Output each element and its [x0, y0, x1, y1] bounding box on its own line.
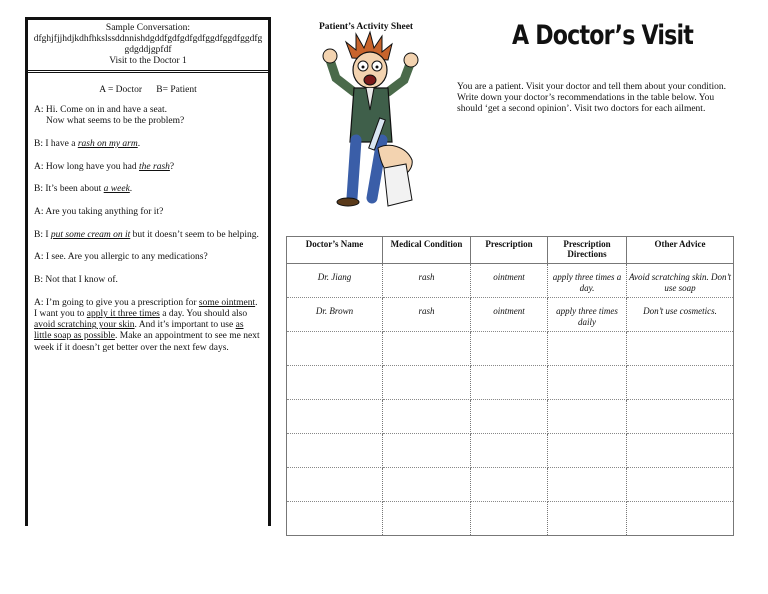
- speaker-tag: A: [34, 161, 41, 172]
- table-cell: [383, 502, 471, 536]
- dialogue-text: the rash: [139, 161, 170, 172]
- dialogue-text: rash on my arm: [77, 138, 138, 149]
- dialogue-line: A: Hi. Come on in and have a seat. Now what seems to be the problem?: [34, 105, 262, 127]
- table-cell: [627, 400, 734, 434]
- speaker-tag: A: [34, 252, 41, 263]
- table-header-row: [287, 237, 734, 264]
- table-cell: [627, 332, 734, 366]
- dialogue-text: . And it’s important to use: [134, 320, 236, 331]
- conversation-header: [28, 20, 268, 73]
- table-cell: ointment: [471, 298, 548, 332]
- speaker-legend: A = Doctor B= Patient: [99, 85, 197, 95]
- table-cell: [287, 366, 383, 400]
- dialogue-text: . Make an appointment to see me next week if it doesn’t get better over the next few days.: [34, 331, 260, 353]
- table-cell: [548, 366, 627, 400]
- dialogue-text: but it doesn’t seem to be helping.: [130, 229, 259, 240]
- header-line-2: dfghjfjjhdjkdhfhkslssddnnishdgddfgdfgdfgdfggdfggdfggdfggdgddjgpfdf: [33, 34, 263, 55]
- table-cell: [627, 502, 734, 536]
- table-cell: [627, 468, 734, 502]
- header-prescription: Prescription: [471, 237, 548, 264]
- table-cell: rash: [383, 264, 471, 298]
- table-cell: [548, 332, 627, 366]
- dialogue-text: apply it three times: [86, 309, 160, 320]
- table-cell: [627, 434, 734, 468]
- table-cell: [287, 502, 383, 536]
- dialogue-text: Hi. Come on in and have a seat.: [45, 105, 167, 115]
- page-title: A Doctor’s Visit: [512, 20, 694, 51]
- table-row: [287, 366, 734, 400]
- dialogue-line: B: I put some cream on it but it doesn’t seem to be helping.: [34, 229, 259, 240]
- dialogue-text: Are you taking anything for it?: [45, 207, 164, 218]
- recommendations-table: [286, 236, 734, 536]
- header-line-3: Visit to the Doctor 1: [109, 56, 187, 66]
- dialogue-text: avoid scratching your skin: [34, 320, 135, 331]
- table-row: [287, 400, 734, 434]
- dialogue-line: A: How long have you had the rash?: [34, 161, 175, 172]
- dialogue-text: some ointment: [198, 297, 256, 308]
- speaker-tag: B: [34, 275, 41, 286]
- table-cell: [471, 468, 548, 502]
- dialogue-text: I have a: [45, 138, 78, 149]
- table-row: [287, 332, 734, 366]
- table-cell: [548, 400, 627, 434]
- speaker-tag: A: [34, 207, 41, 218]
- table-cell: Dr. Brown: [287, 298, 383, 332]
- header-other-advice: Other Advice: [627, 237, 734, 264]
- table-cell: [287, 434, 383, 468]
- table-cell: [471, 502, 548, 536]
- dialogue-text: It’s been about: [45, 184, 104, 195]
- dialogue-text: put some cream on it: [50, 229, 131, 240]
- speaker-tag: A: [34, 105, 41, 115]
- dialogue-text: as little soap as possible: [34, 320, 244, 342]
- table-cell: [287, 468, 383, 502]
- speaker-tag: B: [34, 138, 41, 149]
- table-cell: apply three times a day.: [548, 264, 627, 298]
- dialogue-text: How long have you had: [45, 161, 140, 172]
- table-row: [287, 298, 734, 332]
- table-cell: Dr. Jiang: [287, 264, 383, 298]
- header-doctor-name: Doctor’s Name: [287, 237, 383, 264]
- dialogue-line: B: Not that I know of.: [34, 275, 118, 286]
- speaker-tag: B: [34, 184, 41, 195]
- table-cell: [627, 366, 734, 400]
- table-cell: [383, 400, 471, 434]
- table-cell: [383, 468, 471, 502]
- dialogue-text: . I want you to: [34, 297, 258, 320]
- table-cell: [548, 502, 627, 536]
- table-cell: Don’t use cosmetics.: [627, 298, 734, 332]
- dialogue: [28, 105, 268, 354]
- speaker-tag: B: [34, 229, 41, 240]
- dialogue-line: B: It’s been about a week.: [34, 184, 133, 195]
- table-cell: [383, 366, 471, 400]
- table-cell: [383, 434, 471, 468]
- activity-sheet-label: Patient’s Activity Sheet: [319, 22, 414, 32]
- table-row: [287, 468, 734, 502]
- table-cell: [471, 332, 548, 366]
- dialogue-line: A: I’m going to give you a prescription for some ointment. I want you to apply it three times a day. You should also avoid scratching your skin. And it’s important to use as little soap as possible. Make an appointment to see me next week if it doesn’t get better over the next few days.: [34, 297, 260, 353]
- table-row: [287, 264, 734, 298]
- dialogue-text: Not that I know of.: [45, 275, 118, 286]
- scared-patient-illustration: [322, 30, 422, 210]
- dialogue-continuation: Now what seems to be the problem?: [46, 116, 185, 127]
- table-row: [287, 502, 734, 536]
- dialogue-text: a week: [103, 184, 130, 195]
- table-cell: Avoid scratching skin. Don’t use soap: [627, 264, 734, 298]
- table-cell: [548, 434, 627, 468]
- dialogue-line: A: I see. Are you allergic to any medications?: [34, 252, 208, 263]
- table-cell: [471, 366, 548, 400]
- table-cell: [383, 332, 471, 366]
- table-cell: [287, 400, 383, 434]
- dialogue-text: I see. Are you allergic to any medications?: [45, 252, 208, 263]
- speaker-tag: A: [34, 297, 41, 308]
- dialogue-text: I’m going to give you a prescription for: [45, 297, 199, 308]
- table-row: [287, 434, 734, 468]
- table-cell: [548, 468, 627, 502]
- header-prescription-directions: Prescription Directions: [548, 237, 627, 264]
- dialogue-text: ?: [169, 161, 175, 172]
- sample-conversation-panel: [25, 17, 271, 526]
- table-cell: [471, 400, 548, 434]
- dialogue-text: a day. You should also: [159, 309, 248, 320]
- dialogue-text: I: [45, 229, 51, 240]
- header-line-1: Sample Conversation:: [105, 23, 191, 33]
- dialogue-text: .: [137, 138, 141, 149]
- instructions-text: You are a patient. Visit your doctor and tell them about your condition. Write down your doctor’s recommendations in the table below. You should ‘get a second opinion’. Visit two doctors for each ailment.: [457, 82, 726, 114]
- table-cell: apply three times daily: [548, 298, 627, 332]
- table-cell: [471, 434, 548, 468]
- table-cell: ointment: [471, 264, 548, 298]
- table-cell: [287, 332, 383, 366]
- header-medical-condition: Medical Condition: [383, 237, 471, 264]
- table-cell: rash: [383, 298, 471, 332]
- dialogue-line: A: Are you taking anything for it?: [34, 207, 164, 218]
- dialogue-text: .: [129, 184, 133, 195]
- dialogue-line: B: I have a rash on my arm.: [34, 138, 141, 149]
